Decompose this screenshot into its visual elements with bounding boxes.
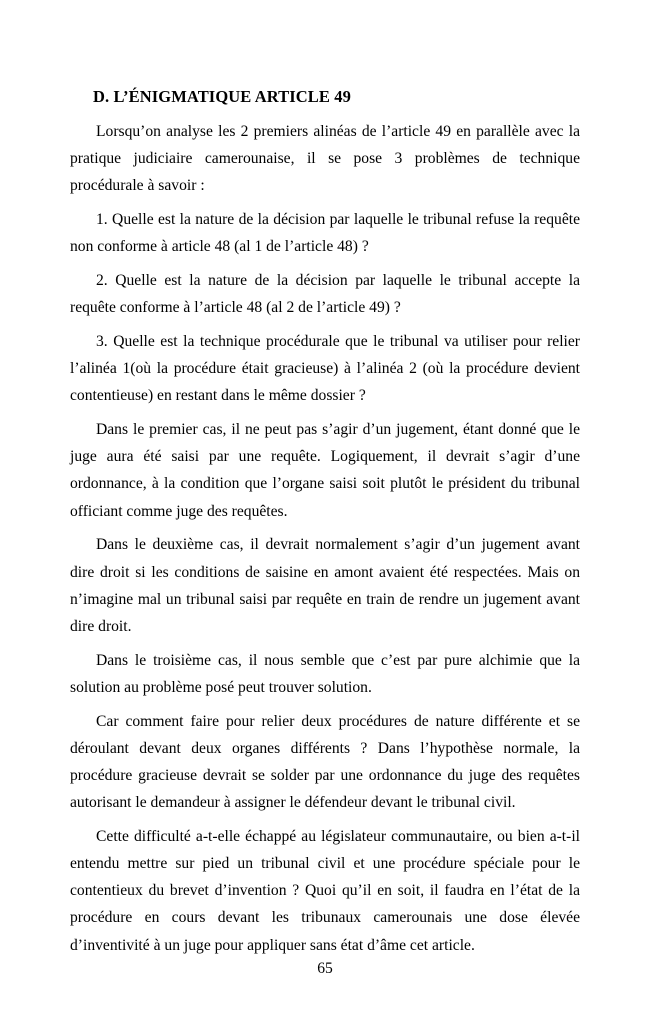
paragraph-answer-1: Dans le premier cas, il ne peut pas s’agir d’un jugement, étant donné que le juge aura été saisi par une requête. Logiquement, il devrait s’agir d’une ordonnance, à la condition que l’organe saisi soit plutôt le président du tribunal officiant comme juge des requêtes. — [70, 421, 580, 520]
paragraph-conclusion: Cette difficulté a-t-elle échappé au législateur communautaire, ou bien a-t-il entendu mettre sur pied un tribunal civil et une procédure spéciale pour le contentieux du brevet d’invention ? Quoi qu’il en soit, il faudra en l’état de la procédure en cours devant les tribunaux camerounais une dose élevée d’inventivité à un juge pour appliquer sans état d’âme cet article. — [70, 827, 580, 954]
page-body — [70, 86, 580, 959]
page-number: 65 — [317, 960, 333, 977]
paragraph-question-3: 3. Quelle est la technique procédurale que le tribunal va utiliser pour relier l’alinéa 1(où la procédure était gracieuse) à l’alinéa 2 (où la procédure devient contentieuse) en restant dans le même dossier ? — [70, 332, 580, 405]
paragraph-question-2: 2. Quelle est la nature de la décision par laquelle le tribunal accepte la requête conforme à l’article 48 (al 2 de l’article 49) ? — [70, 272, 580, 317]
paragraph-question-1: 1. Quelle est la nature de la décision par laquelle le tribunal refuse la requête non conforme à article 48 (al 1 de l’article 48) ? — [70, 211, 580, 256]
section-heading: D. L’ÉNIGMATIQUE ARTICLE 49 — [93, 87, 351, 106]
paragraph-answer-2: Dans le deuxième cas, il devrait normalement s’agir d’un jugement avant dire droit si les conditions de saisine en amont avaient été respectées. Mais on n’imagine mal un tribunal saisi par requête en train de rendre un jugement avant dire droit. — [70, 536, 580, 635]
paragraph-intro: Lorsqu’on analyse les 2 premiers alinéas de l’article 49 en parallèle avec la pratique judiciaire camerounaise, il se pose 3 problèmes de technique procédurale à savoir : — [70, 123, 580, 195]
paragraph-answer-3: Dans le troisième cas, il nous semble que c’est par pure alchimie que la solution au problème posé peut trouver solution. — [70, 651, 580, 696]
paragraph-discussion: Car comment faire pour relier deux procédures de nature différente et se déroulant devant deux organes différents ? Dans l’hypothèse normale, la procédure gracieuse devrait se solder par une ordonnance du juge des requêtes autorisant le demandeur à assigner le défendeur devant le tribunal civil. — [70, 712, 580, 812]
